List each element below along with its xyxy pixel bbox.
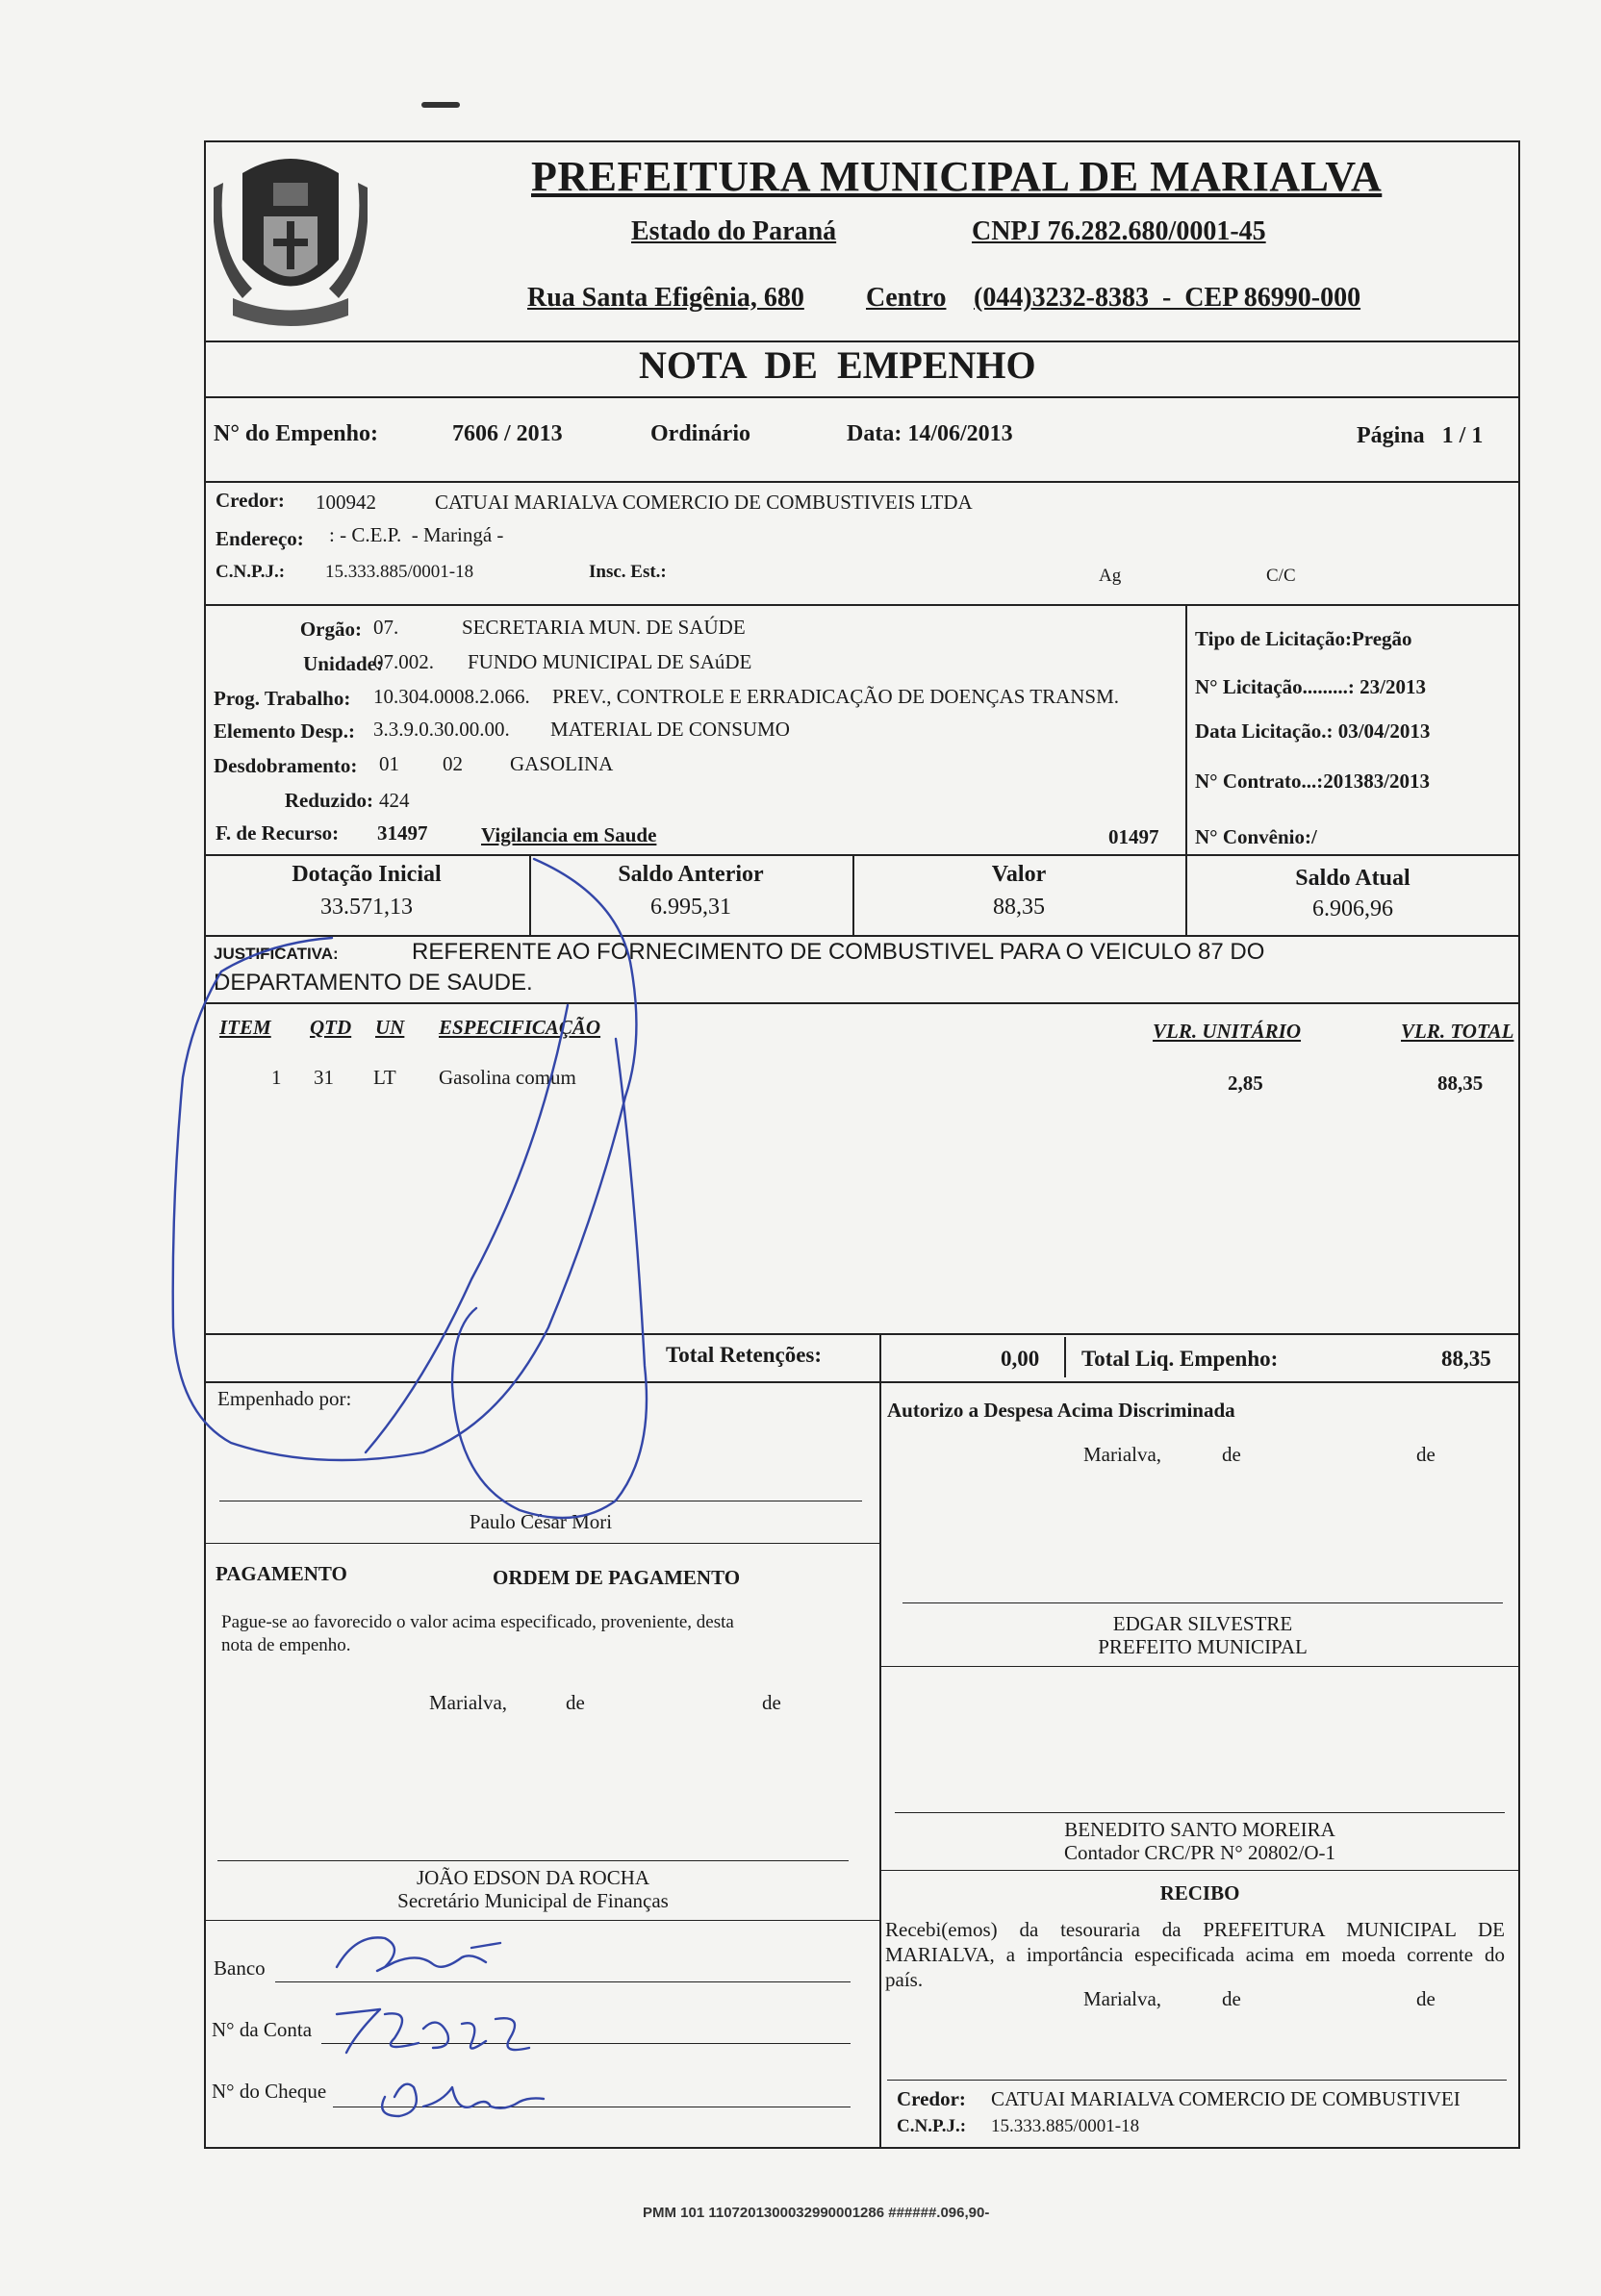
conta-label: N° da Conta: [212, 2018, 313, 2041]
secretario-name: JOÃO EDSON DA ROCHA: [416, 1866, 650, 1889]
recibo-text1: Recebi(emos) da tesouraria da PREFEITURA MUNICIPAL DE: [885, 1918, 1505, 1941]
conta-signature: [327, 1995, 548, 2062]
empenho-number: 7606 / 2013: [452, 421, 563, 446]
desdob-b: 02: [443, 752, 463, 775]
cheque-label: N° do Cheque: [212, 2080, 327, 2103]
prefeito-name: EDGAR SILVESTRE: [1112, 1612, 1293, 1635]
recibo-de2: de: [1416, 1987, 1436, 2010]
col-un: UN: [375, 1016, 405, 1039]
divider: [879, 1666, 1520, 1667]
item-qtd: 31: [314, 1066, 334, 1089]
divider: [204, 854, 1520, 856]
orgao-name: SECRETARIA MUN. DE SAÚDE: [462, 616, 746, 639]
contador-name: BENEDITO SANTO MOREIRA: [1064, 1818, 1335, 1841]
orgao-code: 07.: [373, 616, 399, 639]
divider: [204, 396, 1520, 398]
prog-label: Prog. Trabalho:: [214, 687, 351, 710]
footer-code: PMM 101 1107201300032990001286 ######.096,90-: [643, 2205, 990, 2221]
autorizo-de1: de: [1222, 1443, 1241, 1466]
recibo-title: RECIBO: [1159, 1881, 1240, 1905]
unidade-code: 07.002.: [373, 650, 434, 673]
recibo-text3: país.: [885, 1968, 924, 1991]
cheque-signature: [366, 2068, 558, 2126]
signature-line: [217, 1860, 849, 1861]
cnpj-label: C.N.P.J.:: [216, 562, 286, 582]
autorizo-text: Autorizo a Despesa Acima Discriminada: [887, 1399, 1235, 1422]
recurso-extra: 01497: [1108, 825, 1159, 848]
divider: [204, 1002, 1520, 1004]
autorizo-de2: de: [1416, 1443, 1436, 1466]
credor-label: Credor:: [216, 489, 285, 512]
signature-line: [887, 2080, 1507, 2081]
dotacao-label: Dotação Inicial: [292, 862, 442, 887]
pagamento-marialva: Marialva,: [429, 1691, 508, 1714]
scan-speck: [421, 102, 460, 108]
item-spec: Gasolina comum: [439, 1066, 576, 1089]
elemento-name: MATERIAL DE CONSUMO: [550, 718, 790, 741]
pagamento-de1: de: [566, 1691, 585, 1714]
recibo-text2: MARIALVA, a importância especificada acima em moeda corrente do: [885, 1943, 1505, 1966]
elemento-label: Elemento Desp.:: [214, 719, 355, 743]
divider: [204, 935, 1520, 937]
insc-label: Insc. Est.:: [589, 562, 667, 582]
licitacao-convenio: N° Convênio:/: [1195, 825, 1317, 848]
valor-label: Valor: [991, 862, 1047, 887]
recurso-name: Vigilancia em Saude: [481, 823, 657, 846]
ag-label: Ag: [1099, 566, 1122, 586]
recibo-cnpj-label: C.N.P.J.:: [897, 2116, 967, 2136]
divider: [204, 1920, 879, 1921]
cnpj-value: 15.333.885/0001-18: [325, 562, 474, 582]
recurso-label: F. de Recurso:: [216, 821, 340, 845]
reduzido-label: Reduzido:: [284, 789, 373, 812]
orgao-label: Orgão:: [299, 618, 362, 641]
desdob-label: Desdobramento:: [214, 754, 358, 777]
desdob-a: 01: [379, 752, 399, 775]
dotacao-value: 33.571,13: [320, 895, 413, 920]
unidade-name: FUNDO MUNICIPAL DE SAúDE: [468, 650, 752, 673]
recibo-marialva: Marialva,: [1083, 1987, 1162, 2010]
page-number: Página 1 / 1: [1357, 423, 1484, 448]
prog-name: PREV., CONTROLE E ERRADICAÇÃO DE DOENÇAS TRANSM.: [552, 685, 1120, 708]
signature-line: [902, 1602, 1503, 1603]
pagamento-text1: Pague-se ao favorecido o valor acima especificado, proveniente, desta: [221, 1612, 734, 1632]
pagamento-de2: de: [762, 1691, 781, 1714]
justificativa-line2: DEPARTAMENTO DE SAUDE.: [214, 970, 533, 996]
secretario-title: Secretário Municipal de Finanças: [397, 1889, 669, 1912]
empenhado-name: Paulo César Mori: [469, 1510, 613, 1533]
empenho-type: Ordinário: [650, 421, 751, 446]
prefeitura-phone-cep: (044)3232-8383 - CEP 86990-000: [974, 283, 1361, 313]
desdob-name: GASOLINA: [510, 752, 614, 775]
item-total-value: 88,35: [1437, 1072, 1484, 1095]
item-unit-value: 2,85: [1228, 1072, 1263, 1095]
elemento-code: 3.3.9.0.30.00.00.: [373, 718, 510, 741]
col-spec: ESPECIFICAÇÃO: [439, 1016, 601, 1039]
reduzido-value: 424: [379, 789, 410, 812]
saldo-anterior-value: 6.995,31: [650, 895, 731, 920]
recibo-de1: de: [1222, 1987, 1241, 2010]
divider: [204, 1543, 879, 1544]
doc-title: NOTA DE EMPENHO: [639, 343, 1036, 387]
signature-line: [895, 1812, 1505, 1813]
prefeitura-district: Centro: [866, 283, 947, 313]
autorizo-marialva: Marialva,: [1083, 1443, 1162, 1466]
divider: [879, 1333, 881, 1381]
saldo-atual-value: 6.906,96: [1312, 896, 1393, 921]
prog-code: 10.304.0008.2.066.: [373, 685, 530, 708]
endereco-label: Endereço:: [216, 527, 304, 550]
divider: [1064, 1337, 1066, 1377]
col-qtd: QTD: [310, 1016, 352, 1039]
total-retencoes-value: 0,00: [1001, 1347, 1040, 1371]
recibo-cnpj-value: 15.333.885/0001-18: [991, 2116, 1140, 2136]
ordem-pagamento: ORDEM DE PAGAMENTO: [493, 1566, 741, 1589]
col-unit: VLR. UNITÁRIO: [1153, 1020, 1302, 1043]
licitacao-data: Data Licitação.: 03/04/2013: [1195, 719, 1431, 743]
empenho-label: N° do Empenho:: [214, 421, 378, 446]
col-item: ITEM: [219, 1016, 271, 1039]
state-name: Estado do Paraná: [631, 216, 837, 246]
banco-label: Banco: [214, 1956, 266, 1980]
empenhado-label: Empenhado por:: [217, 1387, 352, 1410]
divider: [204, 604, 1520, 606]
credor-name: CATUAI MARIALVA COMERCIO DE COMBUSTIVEIS LTDA: [435, 491, 973, 514]
total-liq-label: Total Liq. Empenho:: [1081, 1347, 1279, 1371]
divider: [879, 1381, 881, 2147]
licitacao-numero: N° Licitação.........: 23/2013: [1195, 675, 1426, 698]
licitacao-contrato: N° Contrato...:201383/2013: [1195, 770, 1431, 793]
recibo-credor-name: CATUAI MARIALVA COMERCIO DE COMBUSTIVEI: [991, 2087, 1461, 2110]
endereco-value: : - C.E.P. - Maringá -: [329, 523, 504, 546]
valor-value: 88,35: [993, 895, 1045, 920]
col-total: VLR. TOTAL: [1401, 1020, 1514, 1043]
prefeitura-cnpj: CNPJ 76.282.680/0001-45: [972, 216, 1266, 246]
total-retencoes-label: Total Retenções:: [666, 1343, 823, 1367]
item-un: LT: [373, 1066, 396, 1089]
divider: [204, 1381, 1520, 1383]
saldo-atual-label: Saldo Atual: [1295, 866, 1410, 891]
licitacao-tipo: Tipo de Licitação:Pregão: [1195, 627, 1412, 650]
saldo-anterior-label: Saldo Anterior: [618, 862, 764, 887]
recibo-credor-label: Credor:: [897, 2087, 966, 2110]
recurso-code: 31497: [377, 821, 428, 845]
banco-signature: [327, 1924, 520, 1991]
justificativa-line1: REFERENTE AO FORNECIMENTO DE COMBUSTIVEL PARA O VEICULO 87 DO: [412, 939, 1265, 965]
cc-label: C/C: [1266, 566, 1296, 586]
unidade-label: Unidade:: [303, 652, 383, 675]
divider: [1185, 604, 1187, 854]
divider: [204, 1333, 1520, 1335]
contador-title: Contador CRC/PR N° 20802/O-1: [1063, 1841, 1335, 1864]
coat-of-arms: [214, 144, 368, 337]
pagamento-text2: nota de empenho.: [221, 1635, 351, 1655]
prefeitura-title: PREFEITURA MUNICIPAL DE MARIALVA: [531, 153, 1383, 200]
prefeito-title: PREFEITO MUNICIPAL: [1098, 1635, 1308, 1658]
prefeitura-address: Rua Santa Efigênia, 680: [527, 283, 804, 313]
justificativa-label: JUSTIFICATIVA:: [214, 945, 339, 963]
pagamento-label: PAGAMENTO: [216, 1562, 347, 1585]
total-liq-value: 88,35: [1441, 1347, 1491, 1371]
empenho-date: Data: 14/06/2013: [847, 421, 1013, 446]
divider: [879, 1870, 1520, 1871]
credor-code: 100942: [316, 491, 376, 514]
item-number: 1: [271, 1066, 282, 1089]
divider: [204, 481, 1520, 483]
